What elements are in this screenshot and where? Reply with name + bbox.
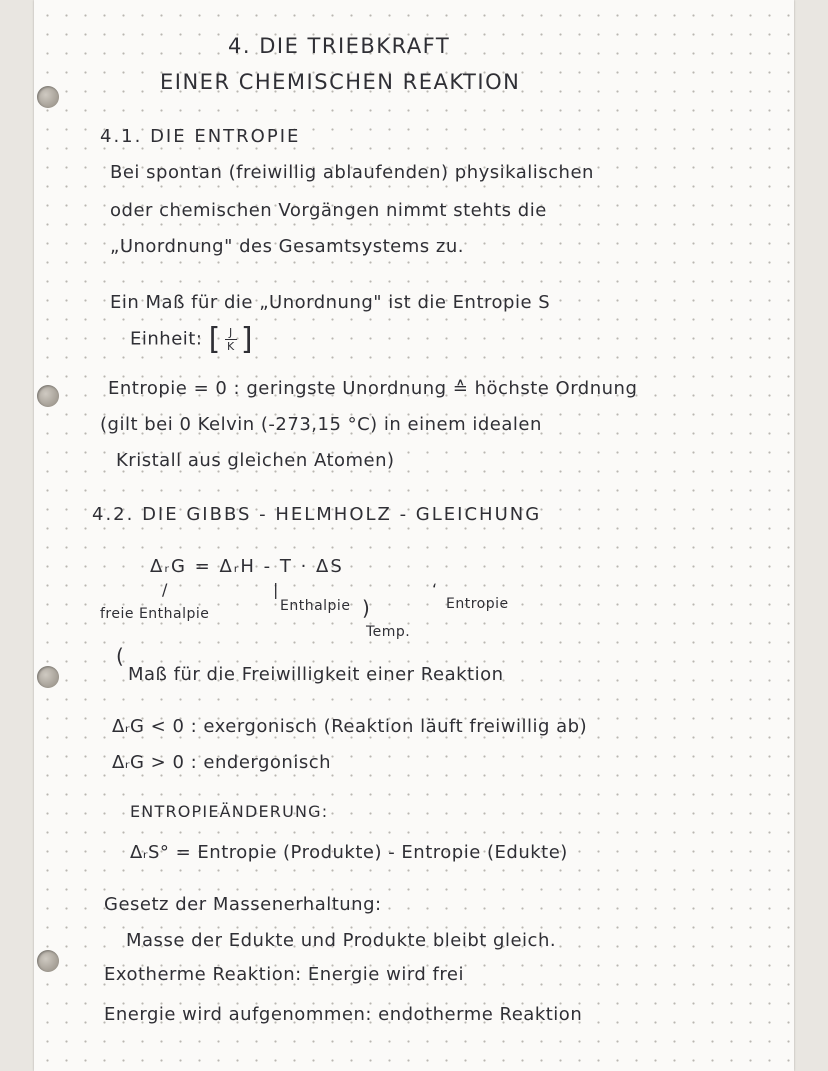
section-2-heading: 4.2. DIE GIBBS - HELMHOLZ - GLEICHUNG xyxy=(92,504,542,525)
paragraph-line: Bei spontan (freiwillig ablaufenden) physikalischen xyxy=(110,162,594,183)
entropy-change-formula: ΔᵣS° = Entropie (Produkte) - Entropie (Edukte) xyxy=(130,842,568,863)
label-free-enthalpy: freie Enthalpie xyxy=(100,606,210,622)
unit-line xyxy=(130,322,253,357)
mass-law-heading: Gesetz der Massenerhaltung: xyxy=(104,894,382,915)
entropy-measure-line: Ein Maß für die „Unordnung" ist die Entropie S xyxy=(110,292,551,313)
unit-numerator: J xyxy=(228,326,233,339)
endergonic-line: ΔᵣG > 0 : endergonisch xyxy=(112,752,332,773)
bracket-open: [ xyxy=(208,322,221,357)
label-enthalpy: Enthalpie xyxy=(280,598,351,614)
pointer-mark: ) xyxy=(362,596,370,620)
pointer-mark: ‘ xyxy=(432,580,438,599)
label-entropy: Entropie xyxy=(446,596,509,612)
unit-label: Einheit: xyxy=(130,328,203,350)
entropy-zero-line: Entropie = 0 : geringste Unordnung ≙ höchste Ordnung xyxy=(108,378,638,399)
title-line-2: EINER CHEMISCHEN REAKTION xyxy=(160,70,521,94)
title-line-1: 4. DIE TRIEBKRAFT xyxy=(228,34,451,58)
paragraph-line: „Unordnung" des Gesamtsystems zu. xyxy=(110,236,464,257)
entropy-zero-note: (gilt bei 0 Kelvin (-273,15 °C) in einem idealen xyxy=(100,414,542,435)
pointer-mark: / xyxy=(162,580,168,599)
notebook-page xyxy=(34,0,794,1071)
unit-denominator: K xyxy=(226,340,235,353)
mass-law-text: Masse der Edukte und Produkte bleibt gleich. xyxy=(126,930,557,951)
bracket-close: ] xyxy=(240,322,254,357)
section-1-heading: 4.1. DIE ENTROPIE xyxy=(100,126,301,147)
pointer-mark: | xyxy=(273,580,279,599)
exergonic-line: ΔᵣG < 0 : exergonisch (Reaktion läuft freiwillig ab) xyxy=(112,716,588,737)
gibbs-measure-line: Maß für die Freiwilligkeit einer Reaktion xyxy=(128,664,504,685)
entropy-change-heading: ENTROPIEÄNDERUNG: xyxy=(130,802,329,821)
punch-hole xyxy=(37,385,59,407)
entropy-zero-note: Kristall aus gleichen Atomen) xyxy=(116,450,395,471)
punch-hole xyxy=(37,950,59,972)
punch-hole xyxy=(37,86,59,108)
paragraph-line: oder chemischen Vorgängen nimmt stehts die xyxy=(110,200,547,221)
unit-fraction xyxy=(225,327,237,352)
endothermic-line: Energie wird aufgenommen: endotherme Reaktion xyxy=(104,1004,583,1025)
punch-hole xyxy=(37,666,59,688)
exothermic-line: Exotherme Reaktion: Energie wird frei xyxy=(104,964,464,985)
label-temperature: Temp. xyxy=(366,624,411,640)
gibbs-equation: ΔᵣG = ΔᵣH - T · ΔS xyxy=(150,556,344,577)
pointer-mark: ( xyxy=(116,644,124,668)
